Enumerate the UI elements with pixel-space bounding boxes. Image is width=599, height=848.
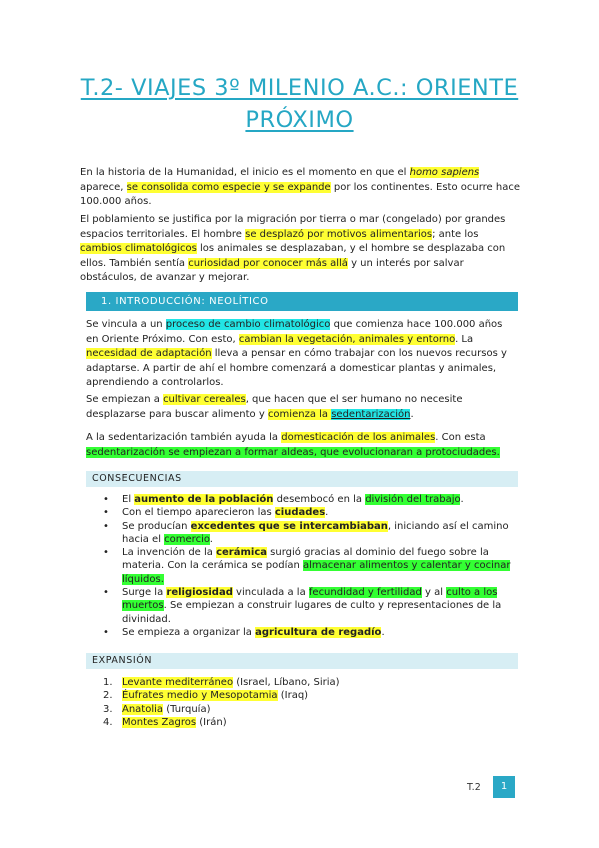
- list-number: 2.: [103, 690, 113, 702]
- subheading-consecuencias: [86, 471, 518, 487]
- text-run: Surge la: [122, 587, 167, 599]
- text-run: los animales se desplazaban, y el hombre se desplazaba con ellos. También sentía: [80, 243, 506, 269]
- highlighted-text: cerámica: [216, 547, 267, 559]
- consecuencias-list: [100, 493, 518, 639]
- text-run: , iniciando así el camino hacia el: [122, 520, 509, 545]
- text-run: y un interés por salvar obstáculos, de avanzar y mejorar.: [80, 257, 464, 284]
- text-run: Se producían: [122, 520, 191, 532]
- consecuencia-item: [100, 506, 518, 519]
- highlighted-text: culto a los muertos: [122, 587, 498, 612]
- subheading-consecuencias-text: CONSECUENCIAS: [92, 473, 182, 484]
- expansion-list: [100, 676, 518, 729]
- page-title-line-2: [0, 104, 599, 136]
- consecuencia-item: [100, 493, 518, 506]
- bullet-icon: •: [103, 507, 109, 519]
- text-run: desembocó en la: [273, 494, 366, 505]
- expansion-item: [100, 676, 518, 689]
- expansion-country: (Iraq): [277, 690, 309, 702]
- text-run: .: [381, 626, 385, 638]
- subheading-expansion-text: EXPANSIÓN: [92, 655, 153, 666]
- highlighted-text: cultivar cereales: [163, 394, 246, 405]
- highlighted-text: sedentarización: [331, 408, 411, 420]
- text-run: Con el tiempo aparecieron las: [122, 507, 275, 519]
- highlighted-text: cambios climatológicos: [80, 243, 197, 255]
- page-number-badge: 1: [493, 776, 515, 798]
- intro-paragraph-2: [80, 213, 520, 286]
- consecuencia-item: [100, 626, 518, 639]
- intro-paragraph-1: [80, 166, 520, 210]
- highlighted-text: proceso de cambio climatológico: [165, 319, 331, 330]
- page-title: [0, 72, 599, 104]
- text-run: .: [325, 507, 329, 519]
- text-run: El: [122, 494, 135, 505]
- highlighted-text: almacenar alimentos y calentar y cocinar líquidos.: [122, 560, 511, 585]
- expansion-region: Éufrates medio y Mesopotamia: [122, 690, 278, 702]
- highlighted-text: división del trabajo: [365, 494, 461, 505]
- consecuencia-item: [100, 546, 518, 586]
- highlighted-text: homo sapiens: [409, 167, 480, 178]
- text-run: que comienza hace 100.000 años en Oriente Próximo. Con esto,: [86, 319, 503, 345]
- highlighted-text: domesticación de los animales: [281, 432, 436, 443]
- text-run: A la sedentarización también ayuda la: [86, 432, 282, 443]
- consecuencia-item: [100, 586, 518, 626]
- text-run: ; ante los: [432, 228, 479, 240]
- text-run: aparece,: [80, 181, 127, 193]
- highlighted-text: cambian la vegetación, animales y entorno: [238, 333, 456, 345]
- section-heading-neolitico: [86, 292, 518, 311]
- section-heading-text: 1. INTRODUCCIÓN: NEOLÍTICO: [101, 296, 269, 307]
- text-run: Se empiezan a: [86, 394, 164, 405]
- expansion-country: (Irán): [196, 716, 227, 728]
- expansion-item: [100, 703, 518, 716]
- neolitico-paragraph-2: [86, 393, 518, 422]
- footer-label: T.2: [467, 782, 481, 793]
- expansion-region: Levante mediterráneo: [122, 677, 234, 688]
- list-number: 1.: [103, 677, 113, 688]
- highlighted-text: sedentarización se empiezan a formar aldeas, que evolucionaran a protociudades.: [86, 446, 500, 458]
- highlighted-text: comienza la: [267, 408, 332, 420]
- highlighted-text: fecundidad y fertilidad: [308, 587, 422, 599]
- expansion-item: [100, 689, 518, 702]
- text-run: .: [460, 494, 464, 505]
- text-run: y al: [421, 587, 447, 599]
- title-line-1: T.2- VIAJES 3º MILENIO A.C.: ORIENTE: [80, 75, 519, 101]
- bullet-icon: •: [103, 626, 109, 638]
- expansion-country: (Israel, Líbano, Siria): [233, 677, 340, 688]
- neolitico-paragraph-3: [86, 431, 518, 460]
- text-run: por los continentes. Esto ocurre hace 100.000 años.: [80, 181, 520, 208]
- bullet-icon: •: [103, 494, 109, 505]
- list-number: 3.: [103, 703, 113, 715]
- text-run: .: [410, 408, 414, 420]
- highlighted-text: ciudades: [274, 507, 326, 519]
- expansion-region: Anatolia: [122, 703, 164, 715]
- highlighted-text: excedentes que se intercambiaban: [190, 520, 388, 532]
- bullet-icon: •: [103, 587, 109, 599]
- highlighted-text: se consolida como especie y se expande: [126, 181, 331, 193]
- subheading-expansion: [86, 653, 518, 669]
- text-run: lleva a pensar en cómo trabajar con los nuevos recursos y adaptarse. A partir de ahí el hombre comenzará a domesticar plantas y animales, aprendiendo a controlarlos.: [86, 348, 507, 389]
- bullet-icon: •: [103, 547, 109, 559]
- text-run: El poblamiento se justifica por la migración por tierra o mar (congelado) por grandes espacios territoriales. El hombre: [80, 214, 506, 240]
- highlighted-text: agricultura de regadío: [255, 626, 382, 638]
- text-run: Se empieza a organizar la: [122, 626, 256, 638]
- expansion-item: [100, 716, 518, 729]
- text-run: En la historia de la Humanidad, el inicio es el momento en que el: [80, 167, 410, 178]
- highlighted-text: necesidad de adaptación: [86, 348, 212, 360]
- text-run: La invención de la: [122, 547, 217, 559]
- title-line-2: PRÓXIMO: [245, 107, 354, 133]
- consecuencia-item: [100, 520, 518, 547]
- highlighted-text: aumento de la población: [134, 494, 274, 505]
- text-run: .: [209, 533, 213, 545]
- text-run: surgió gracias al dominio del fuego sobre la materia. Con la cerámica se podían: [122, 547, 489, 572]
- highlighted-text: comercio: [164, 533, 210, 545]
- neolitico-paragraph-1: [86, 318, 518, 391]
- highlighted-text: religiosidad: [166, 587, 233, 599]
- highlighted-text: curiosidad por conocer más allá: [188, 257, 348, 269]
- text-run: . Se empiezan a construir lugares de culto y representaciones de la divinidad.: [122, 600, 502, 625]
- expansion-country: (Turquía): [163, 703, 211, 715]
- expansion-region: Montes Zagros: [122, 716, 197, 728]
- highlighted-text: se desplazó por motivos alimentarios: [245, 228, 433, 240]
- bullet-icon: •: [103, 520, 109, 532]
- text-run: , que hacen que el ser humano no necesite desplazarse para buscar alimento y: [86, 394, 463, 420]
- text-run: . La: [455, 333, 474, 345]
- text-run: vinculada a la: [232, 587, 309, 599]
- list-number: 4.: [103, 716, 113, 728]
- text-run: Se vincula a un: [86, 319, 166, 330]
- text-run: . Con esta: [435, 432, 486, 443]
